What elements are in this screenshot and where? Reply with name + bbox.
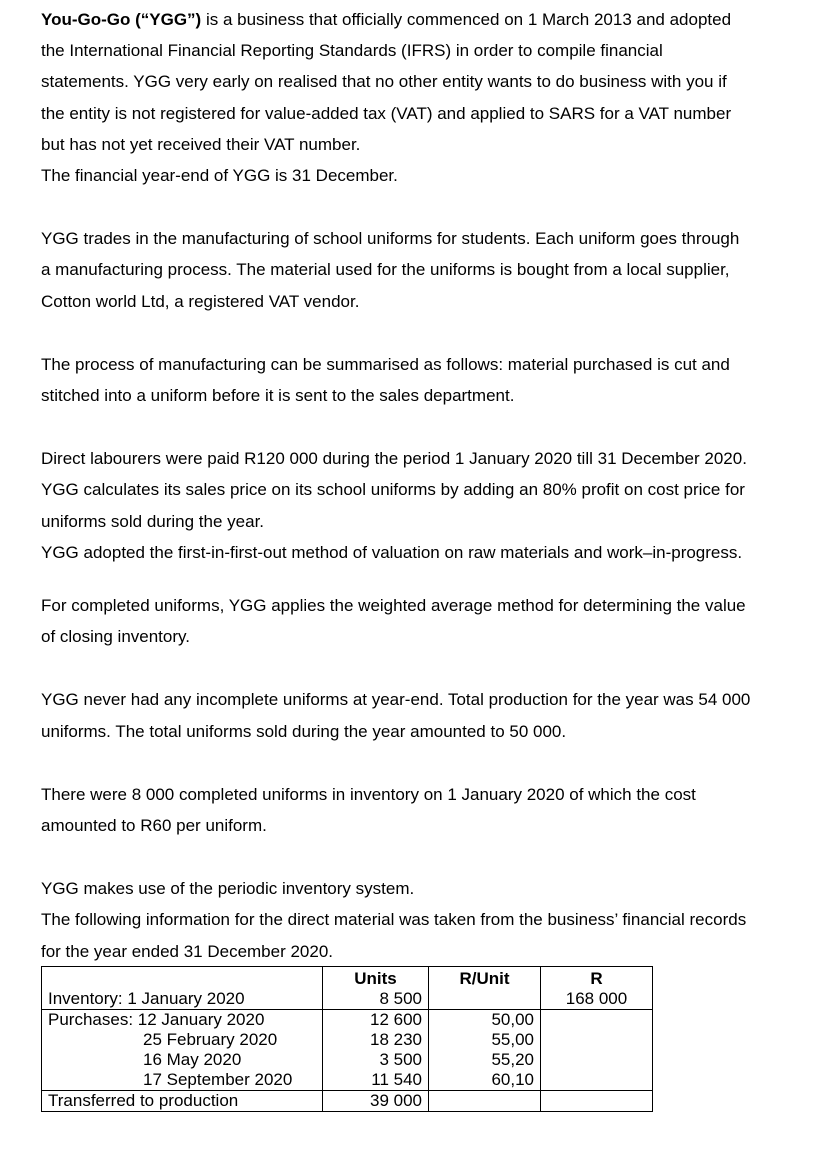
header-description — [42, 967, 323, 990]
transferred-rate — [429, 1091, 541, 1112]
purchases-rates — [429, 1010, 541, 1091]
purchase-rate-3: 55,20 — [491, 1050, 534, 1069]
opening-rate — [429, 989, 541, 1010]
purchase-rate-1: 50,00 — [491, 1010, 534, 1029]
opening-units: 8 500 — [323, 989, 429, 1010]
direct-material-table-wrapper — [41, 966, 653, 1112]
purchase-date-4: 17 September 2020 — [143, 1070, 293, 1089]
company-name: You-Go-Go (“YGG”) — [41, 10, 202, 29]
transferred-description: Transferred to production — [42, 1091, 323, 1112]
purchase-date-3: 16 May 2020 — [143, 1050, 242, 1069]
document-body — [41, 4, 787, 967]
purchase-rate-4: 60,10 — [491, 1070, 534, 1089]
trade-paragraph: YGG trades in the manufacturing of school uniforms for students. Each uniform goes through a manufacturing process. The material used for the uniforms is bought from a local supplier, Cotton world Ltd, a registered VAT vendor. — [41, 229, 740, 311]
transferred-amount — [541, 1091, 653, 1112]
production-paragraph: YGG never had any incomplete uniforms at year-end. Total production for the year was 54 000 uniforms. The total uniforms sold during the year amounted to 50 000. — [41, 690, 751, 741]
purchase-units-3: 3 500 — [379, 1050, 422, 1069]
opening-description: Inventory: 1 January 2020 — [42, 989, 323, 1010]
purchase-date-2: 25 February 2020 — [143, 1030, 278, 1049]
table-header-row — [42, 967, 653, 990]
opening-inventory-paragraph: There were 8 000 completed uniforms in inventory on 1 January 2020 of which the cost amounted to R60 per uniform. — [41, 784, 696, 836]
purchases-descriptions — [42, 1010, 323, 1091]
header-rate: R/Unit — [429, 967, 541, 990]
weighted-average-paragraph: For completed uniforms, YGG applies the weighted average method for determining the value of closing inventory. — [41, 596, 746, 647]
header-units: Units — [323, 967, 429, 990]
header-amount: R — [541, 967, 653, 990]
table-row-purchases — [42, 1010, 653, 1091]
purchase-date-1: Purchases: 12 January 2020 — [48, 1010, 265, 1029]
purchase-rate-2: 55,00 — [491, 1030, 534, 1049]
purchases-units — [323, 1010, 429, 1091]
table-row-transferred — [42, 1091, 653, 1112]
purchase-units-2: 18 230 — [370, 1030, 422, 1049]
transferred-units: 39 000 — [323, 1091, 429, 1112]
purchase-units-1: 12 600 — [370, 1010, 422, 1029]
direct-material-table — [41, 966, 653, 1112]
table-row-opening — [42, 989, 653, 1010]
periodic-system-paragraph: YGG makes use of the periodic inventory system. The following information for the direct material was taken from the business’ financial records for the year ended 31 December 2020. — [41, 879, 747, 961]
opening-amount: 168 000 — [541, 989, 653, 1010]
intro-paragraph: You-Go-Go (“YGG”) is a business that officially commenced on 1 March 2013 and adopted the International Financial Reporting Standards (IFRS) in order to compile financial statements. YGG very early on realised that no other entity wants to do business with you if the entity is not registered for value-added tax (VAT) and applied to SARS for a VAT number but has not yet received their VAT number. The financial year-end of YGG is 31 December. — [41, 10, 732, 186]
labour-paragraph: Direct labourers were paid R120 000 during the period 1 January 2020 till 31 December 2020. YGG calculates its sales price on its school uniforms by adding an 80% profit on cost price for uniforms sold during the year. YGG adopted the first-in-first-out method of valuation on raw materials and work–in-progress. — [41, 449, 747, 562]
purchases-amounts — [541, 1010, 653, 1091]
process-paragraph: The process of manufacturing can be summarised as follows: material purchased is cut and stitched into a uniform before it is sent to the sales department. — [41, 354, 730, 406]
purchase-units-4: 11 540 — [371, 1070, 422, 1089]
